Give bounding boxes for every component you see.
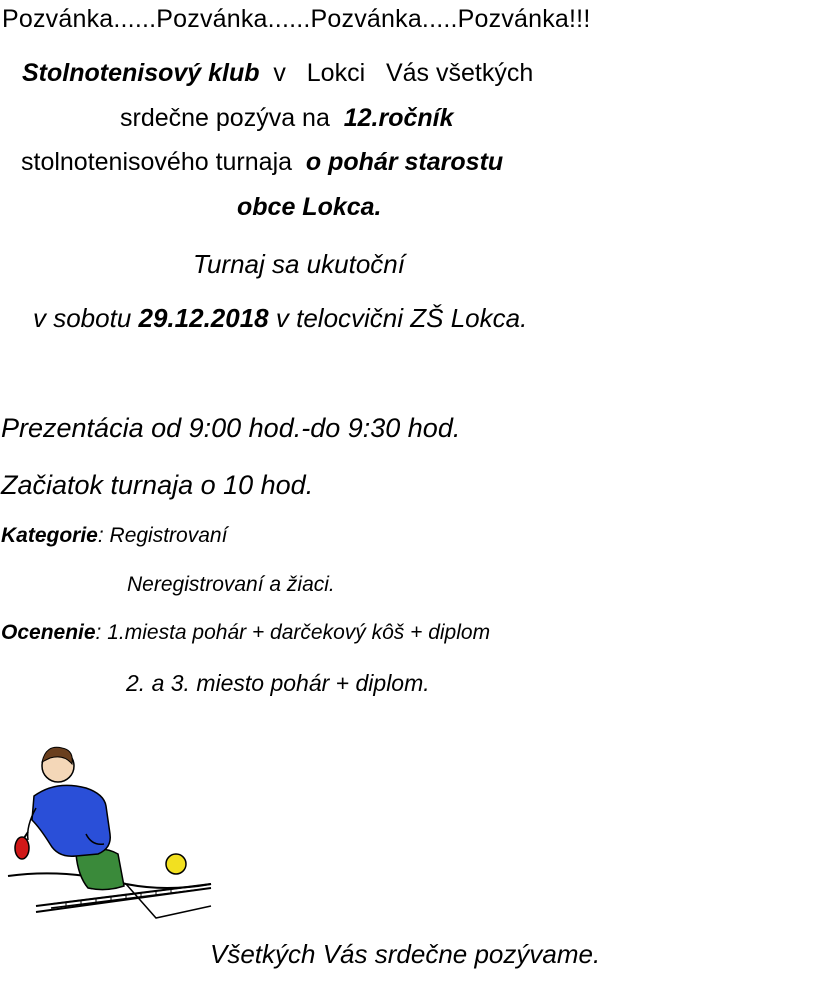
categories-label: Kategorie bbox=[1, 524, 98, 547]
label-separator: : bbox=[95, 621, 108, 644]
award-item: 2. a 3. miesto pohár + diplom. bbox=[126, 670, 430, 696]
intro-text: stolnotenisového turnaja bbox=[21, 148, 306, 176]
registration-time: Prezentácia od 9:00 hod.-do 9:30 hod. bbox=[1, 413, 461, 443]
category-item: Registrovaní bbox=[109, 524, 228, 547]
date-prefix: v sobotu bbox=[33, 303, 139, 333]
category-item: Neregistrovaní a žiaci. bbox=[127, 573, 335, 596]
event-venue: v telocvični ZŠ Lokca. bbox=[268, 303, 528, 333]
event-date-line bbox=[33, 305, 527, 331]
club-location: v Lokci Vás všetkých bbox=[259, 59, 534, 87]
intro-line-1 bbox=[22, 61, 533, 86]
event-date: 29.12.2018 bbox=[138, 303, 269, 333]
event-heading: Turnaj sa ukutoční bbox=[193, 249, 405, 279]
label-separator: : bbox=[97, 524, 110, 547]
intro-line-2 bbox=[120, 106, 454, 131]
intro-text: srdečne pozýva na bbox=[120, 104, 344, 132]
award-item: 1.miesta pohár + darčekový kôš + diplom bbox=[107, 621, 491, 644]
awards-line bbox=[1, 622, 490, 643]
intro-line-4: obce Lokca. bbox=[237, 193, 382, 221]
club-name: Stolnotenisový klub bbox=[22, 59, 260, 87]
categories-line bbox=[1, 525, 227, 546]
table-tennis-player-icon bbox=[6, 736, 220, 920]
invitation-header: Pozvánka......Pozvánka......Pozvánka.....Pozvánka!!! bbox=[2, 5, 591, 33]
start-time: Začiatok turnaja o 10 hod. bbox=[1, 470, 314, 500]
intro-line-3 bbox=[21, 150, 503, 175]
edition: 12.ročník bbox=[343, 104, 454, 132]
awards-label: Ocenenie bbox=[1, 621, 96, 644]
closing-line: Všetkých Vás srdečne pozývame. bbox=[210, 939, 601, 969]
trophy: o pohár starostu bbox=[305, 148, 504, 176]
